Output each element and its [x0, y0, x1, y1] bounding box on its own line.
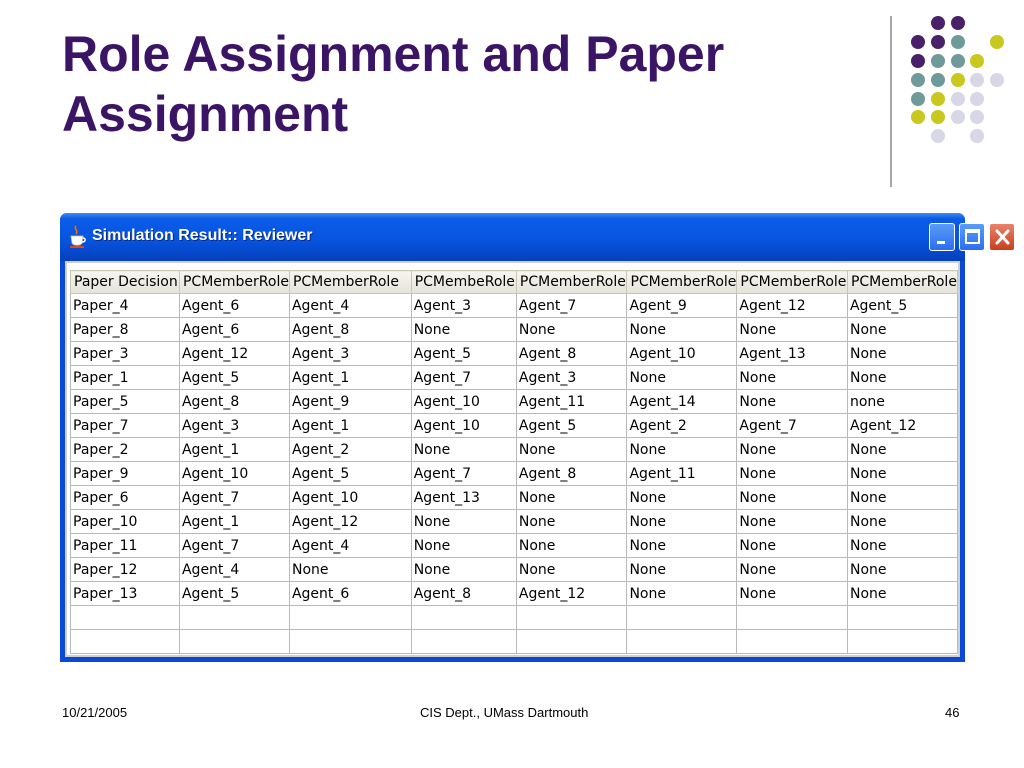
decorative-dot [951, 16, 965, 30]
table-cell[interactable]: Agent_12 [737, 294, 848, 318]
table-row[interactable] [71, 294, 958, 318]
slide-title-line-2: Assignment [62, 86, 349, 142]
table-cell[interactable]: None [627, 366, 737, 390]
decorative-dot [911, 54, 925, 68]
table-cell[interactable]: Agent_10 [627, 342, 737, 366]
table-cell[interactable]: None [516, 486, 627, 510]
table-cell[interactable] [411, 630, 516, 654]
table-cell[interactable]: Agent_5 [411, 342, 516, 366]
table-row[interactable] [71, 318, 958, 342]
decorative-dot [911, 92, 925, 106]
table-cell[interactable]: Agent_4 [289, 534, 411, 558]
table-cell[interactable]: None [411, 534, 516, 558]
table-cell[interactable]: None [847, 342, 957, 366]
close-button[interactable] [989, 223, 1015, 251]
table-cell[interactable]: Agent_8 [289, 318, 411, 342]
table-cell[interactable]: Agent_12 [179, 342, 289, 366]
table-cell[interactable]: None [737, 534, 848, 558]
table-cell[interactable]: None [516, 438, 627, 462]
table-cell[interactable]: Agent_3 [289, 342, 411, 366]
table-cell[interactable]: None [627, 510, 737, 534]
column-header[interactable]: PCMemberRole [516, 271, 627, 294]
table-row[interactable] [71, 366, 958, 390]
table-cell[interactable]: Agent_5 [289, 462, 411, 486]
table-cell[interactable]: none [847, 390, 957, 414]
column-header[interactable]: PCMemberRole [737, 271, 848, 294]
table-cell[interactable]: Paper_11 [71, 534, 180, 558]
footer-page-number: 46 [945, 705, 960, 720]
table-row[interactable] [71, 558, 958, 582]
table-cell[interactable]: Agent_1 [179, 510, 289, 534]
column-header[interactable]: PCMemberRole [179, 271, 289, 294]
table-cell[interactable]: Agent_4 [289, 294, 411, 318]
table-cell[interactable]: Agent_5 [179, 366, 289, 390]
table-cell[interactable]: Agent_7 [516, 294, 627, 318]
table-row[interactable] [71, 630, 958, 654]
table-cell[interactable]: None [737, 366, 848, 390]
table-row[interactable] [71, 462, 958, 486]
table-cell[interactable]: Agent_7 [411, 366, 516, 390]
table-cell[interactable]: None [847, 486, 957, 510]
table-cell[interactable]: Agent_6 [179, 294, 289, 318]
table-cell[interactable]: Paper_3 [71, 342, 180, 366]
table-cell[interactable]: Agent_3 [179, 414, 289, 438]
table-cell[interactable]: Paper_4 [71, 294, 180, 318]
footer-department: CIS Dept., UMass Dartmouth [420, 705, 589, 720]
table-cell[interactable]: Paper_9 [71, 462, 180, 486]
table-cell[interactable]: Paper_12 [71, 558, 180, 582]
table-cell[interactable]: Agent_3 [516, 366, 627, 390]
decorative-dot [951, 92, 965, 106]
table-cell[interactable] [289, 606, 411, 630]
table-cell[interactable] [516, 606, 627, 630]
table-cell[interactable]: Paper_13 [71, 582, 180, 606]
table-cell[interactable] [737, 606, 848, 630]
slide-title-line-1: Role Assignment and Paper [62, 26, 725, 82]
table-cell[interactable]: Paper_6 [71, 486, 180, 510]
table-cell[interactable]: Agent_1 [289, 366, 411, 390]
decorative-dot [970, 54, 984, 68]
decorative-dot [931, 54, 945, 68]
table-cell[interactable]: Agent_2 [627, 414, 737, 438]
decorative-dot [951, 54, 965, 68]
decorative-dot [931, 92, 945, 106]
table-cell[interactable]: Paper_10 [71, 510, 180, 534]
decorative-dot [951, 73, 965, 87]
column-header[interactable]: PCMembeRole [411, 271, 516, 294]
table-cell[interactable]: Agent_10 [179, 462, 289, 486]
table-cell[interactable]: Agent_5 [847, 294, 957, 318]
table-cell[interactable]: None [627, 558, 737, 582]
table-cell[interactable]: Agent_7 [737, 414, 848, 438]
table-cell[interactable]: None [737, 390, 848, 414]
table-cell[interactable]: None [737, 462, 848, 486]
decorative-dot [970, 73, 984, 87]
table-cell[interactable]: Agent_12 [289, 510, 411, 534]
table-cell[interactable]: None [847, 366, 957, 390]
table-cell[interactable]: Paper_1 [71, 366, 180, 390]
table-cell[interactable]: None [411, 438, 516, 462]
minimize-icon [930, 224, 956, 252]
table-cell[interactable] [847, 606, 957, 630]
decorative-dot [931, 35, 945, 49]
table-cell[interactable]: None [737, 438, 848, 462]
table-cell[interactable]: Agent_1 [179, 438, 289, 462]
table-cell[interactable]: None [737, 486, 848, 510]
table-cell[interactable]: None [847, 318, 957, 342]
table-cell[interactable]: None [847, 582, 957, 606]
table-cell[interactable]: Agent_11 [516, 390, 627, 414]
table-cell[interactable]: None [737, 318, 848, 342]
table-cell[interactable]: None [411, 558, 516, 582]
table-cell[interactable]: Paper_8 [71, 318, 180, 342]
table-cell[interactable]: None [627, 438, 737, 462]
table-cell[interactable]: None [847, 510, 957, 534]
table-cell[interactable]: Agent_12 [516, 582, 627, 606]
footer-date: 10/21/2005 [62, 705, 128, 720]
table-cell[interactable]: Agent_6 [289, 582, 411, 606]
table-cell[interactable] [179, 630, 289, 654]
table-row[interactable] [71, 342, 958, 366]
table-cell[interactable]: Agent_4 [179, 558, 289, 582]
table-cell[interactable]: Agent_11 [627, 462, 737, 486]
table-cell[interactable]: Agent_7 [179, 486, 289, 510]
decorative-dot [990, 73, 1004, 87]
table-row[interactable] [71, 438, 958, 462]
table-header-row [71, 271, 958, 294]
table-cell[interactable]: None [737, 510, 848, 534]
table-cell[interactable]: None [516, 510, 627, 534]
table-cell[interactable] [627, 606, 737, 630]
table-row[interactable] [71, 414, 958, 438]
maximize-icon [960, 224, 986, 252]
table-cell[interactable]: Agent_12 [847, 414, 957, 438]
table-cell[interactable]: None [516, 534, 627, 558]
table-cell[interactable]: Paper_7 [71, 414, 180, 438]
decorative-dot [951, 110, 965, 124]
decorative-dot [931, 73, 945, 87]
table-cell[interactable]: Paper_2 [71, 438, 180, 462]
table-cell[interactable]: None [627, 534, 737, 558]
reviewer-assignment-table [70, 270, 958, 654]
table-cell[interactable]: None [847, 462, 957, 486]
decorative-dot [931, 16, 945, 30]
table-cell[interactable]: Agent_9 [627, 294, 737, 318]
table-row[interactable] [71, 582, 958, 606]
table-cell[interactable]: Agent_10 [411, 390, 516, 414]
column-header[interactable]: PCMemberRole [627, 271, 737, 294]
table-cell[interactable]: Agent_10 [289, 486, 411, 510]
table-cell[interactable] [289, 630, 411, 654]
table-cell[interactable]: Agent_9 [289, 390, 411, 414]
decorative-dot [911, 110, 925, 124]
decorative-dot [990, 35, 1004, 49]
decorative-dot [970, 110, 984, 124]
decorative-dot [911, 73, 925, 87]
table-row[interactable] [71, 510, 958, 534]
table-cell[interactable]: None [847, 558, 957, 582]
table-row[interactable] [71, 390, 958, 414]
decorative-dot [931, 129, 945, 143]
table-cell[interactable]: Agent_8 [516, 342, 627, 366]
table-cell[interactable]: None [847, 534, 957, 558]
table-cell[interactable]: Agent_14 [627, 390, 737, 414]
table-cell[interactable]: None [516, 318, 627, 342]
table-cell[interactable] [411, 606, 516, 630]
table-cell[interactable]: None [627, 318, 737, 342]
table-cell[interactable]: None [516, 558, 627, 582]
table-cell[interactable]: Agent_8 [411, 582, 516, 606]
table-cell[interactable]: Agent_1 [289, 414, 411, 438]
table-cell[interactable] [71, 630, 180, 654]
table-cell[interactable]: Agent_7 [179, 534, 289, 558]
table-cell[interactable]: None [411, 318, 516, 342]
table-cell[interactable]: Agent_8 [516, 462, 627, 486]
column-header[interactable]: Paper Decision [71, 271, 180, 294]
table-cell[interactable]: None [627, 486, 737, 510]
table-cell[interactable] [71, 606, 180, 630]
decorative-dot [970, 92, 984, 106]
table-cell[interactable]: None [627, 582, 737, 606]
table-cell[interactable]: Agent_8 [179, 390, 289, 414]
table-cell[interactable] [737, 630, 848, 654]
table-cell[interactable]: None [737, 582, 848, 606]
table-cell[interactable]: Agent_2 [289, 438, 411, 462]
table-body [71, 294, 958, 654]
table-cell[interactable]: Agent_5 [516, 414, 627, 438]
table-cell[interactable] [627, 630, 737, 654]
table-cell[interactable] [179, 606, 289, 630]
column-header[interactable]: PCMemberRole [289, 271, 411, 294]
table-cell[interactable]: None [289, 558, 411, 582]
decorative-dot [970, 129, 984, 143]
simulation-result-window [60, 213, 965, 662]
window-titlebar[interactable] [60, 213, 965, 261]
table-row[interactable] [71, 486, 958, 510]
table-cell[interactable] [847, 630, 957, 654]
table-cell[interactable]: Agent_6 [179, 318, 289, 342]
table-cell[interactable]: Agent_13 [737, 342, 848, 366]
table-cell[interactable]: Agent_3 [411, 294, 516, 318]
table-row[interactable] [71, 606, 958, 630]
decorative-dot [951, 35, 965, 49]
table-cell[interactable]: None [847, 438, 957, 462]
minimize-button[interactable] [929, 223, 955, 251]
maximize-button[interactable] [959, 223, 985, 251]
close-icon [990, 224, 1016, 252]
window-client-area [65, 261, 960, 657]
table-cell[interactable]: None [737, 558, 848, 582]
decorative-dot [931, 110, 945, 124]
table-cell[interactable] [516, 630, 627, 654]
slide-title [62, 24, 862, 144]
table-cell[interactable]: Agent_10 [411, 414, 516, 438]
dot-grid [911, 16, 1004, 143]
java-cup-icon [68, 225, 86, 249]
window-title: Simulation Result:: Reviewer [92, 227, 313, 244]
table-cell[interactable]: Agent_13 [411, 486, 516, 510]
column-header[interactable]: PCMemberRole [847, 271, 957, 294]
table-cell[interactable]: Agent_7 [411, 462, 516, 486]
table-cell[interactable]: Paper_5 [71, 390, 180, 414]
table-row[interactable] [71, 534, 958, 558]
table-cell[interactable]: None [411, 510, 516, 534]
decorative-dot [911, 35, 925, 49]
table-cell[interactable]: Agent_5 [179, 582, 289, 606]
